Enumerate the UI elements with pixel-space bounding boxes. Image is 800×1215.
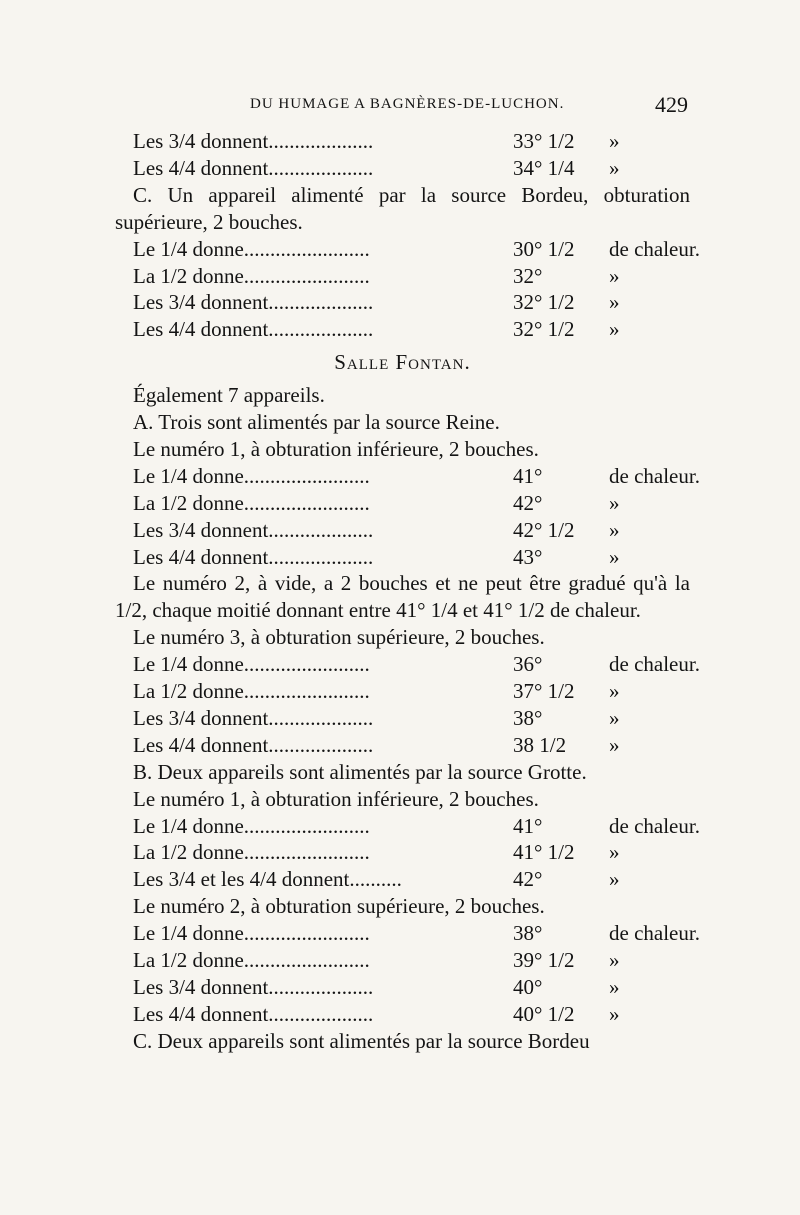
table-row	[115, 920, 700, 947]
entry-value: 30° 1/2	[513, 236, 575, 261]
entry-value: 39° 1/2	[513, 948, 575, 973]
entry-value: 38°	[513, 921, 543, 946]
entry-label: Les 3/4 donnent....................	[133, 290, 374, 315]
entry-unit: »	[609, 155, 620, 180]
text-line: B. Deux appareils sont alimentés par la source Grotte.	[133, 759, 587, 784]
table-row	[115, 544, 690, 571]
entry-value: 42°	[513, 867, 543, 892]
entry-label: Le 1/4 donne........................	[133, 652, 370, 677]
page-number: 429	[655, 92, 688, 117]
entry-label: La 1/2 donne........................	[133, 840, 370, 865]
entry-unit: »	[609, 1001, 620, 1026]
entry-value: 38°	[513, 705, 543, 730]
entry-unit: de chaleur.	[609, 921, 700, 946]
table-row	[115, 289, 690, 316]
entry-unit: »	[609, 517, 620, 542]
entry-label: La 1/2 donne........................	[133, 263, 370, 288]
entry-unit: »	[609, 317, 620, 342]
paragraph-numero-2: Le numéro 2, à vide, a 2 bouches et ne peut être gradué qu'à la 1/2, chaque moitié donnant entre 41° 1/4 et 41° 1/2 de chaleur.	[115, 571, 690, 623]
entry-label: Les 4/4 donnent....................	[133, 155, 374, 180]
running-head: DU HUMAGE A BAGNÈRES-DE-LUCHON.	[250, 96, 565, 112]
entry-label: La 1/2 donne........................	[133, 679, 370, 704]
table-row	[115, 813, 700, 840]
entry-label: La 1/2 donne........................	[133, 490, 370, 515]
entry-label: Les 3/4 donnent....................	[133, 129, 374, 153]
text-line: Le numéro 2, à obturation supérieure, 2 bouches.	[133, 894, 545, 919]
table-row	[115, 651, 700, 678]
table-row	[115, 839, 690, 866]
table-row	[115, 263, 690, 290]
text-line: A. Trois sont alimentés par la source Reine.	[133, 410, 500, 435]
table-row	[115, 490, 690, 517]
entry-unit: »	[609, 263, 620, 288]
entry-value: 32° 1/2	[513, 290, 575, 315]
table-row	[115, 947, 690, 974]
entry-unit: »	[609, 705, 620, 730]
entry-unit: »	[609, 867, 620, 892]
table-row	[115, 316, 690, 343]
body-text	[115, 128, 700, 1055]
text-line: Le numéro 1, à obturation inférieure, 2 bouches.	[133, 786, 539, 811]
text-line: Également 7 appareils.	[133, 383, 325, 408]
entry-label: La 1/2 donne........................	[133, 948, 370, 973]
paragraph-source-bordeu: C. Un appareil alimenté par la source Bordeu, obturation supérieure, 2 bouches.	[115, 182, 690, 234]
entry-label: Le 1/4 donne........................	[133, 813, 370, 838]
entry-unit: »	[609, 732, 620, 757]
entry-label: Les 4/4 donnent....................	[133, 544, 374, 569]
entry-value: 41°	[513, 813, 543, 838]
entry-unit: de chaleur.	[609, 652, 700, 677]
text-line: Le numéro 3, à obturation supérieure, 2 bouches.	[133, 625, 545, 650]
entry-unit: »	[609, 544, 620, 569]
entry-value: 37° 1/2	[513, 679, 575, 704]
entry-unit: »	[609, 948, 620, 973]
table-row	[115, 463, 700, 490]
entry-label: Les 3/4 donnent....................	[133, 705, 374, 730]
entry-unit: »	[609, 290, 620, 315]
table-row	[115, 974, 690, 1001]
table-row	[115, 155, 690, 182]
table-row	[115, 517, 690, 544]
entry-value: 32° 1/2	[513, 317, 575, 342]
entry-value: 40° 1/2	[513, 1001, 575, 1026]
entry-unit: de chaleur.	[609, 463, 700, 488]
entry-value: 38 1/2	[513, 732, 567, 757]
entry-unit: »	[609, 679, 620, 704]
entry-label: Les 3/4 donnent....................	[133, 974, 374, 999]
table-row	[115, 732, 690, 759]
entry-unit: de chaleur.	[609, 236, 700, 261]
entry-unit: »	[609, 490, 620, 515]
entry-label: Les 4/4 donnent....................	[133, 732, 374, 757]
entry-label: Les 3/4 donnent....................	[133, 517, 374, 542]
entry-unit: »	[609, 840, 620, 865]
table-row	[115, 678, 690, 705]
entry-value: 42° 1/2	[513, 517, 575, 542]
table-row	[115, 236, 700, 263]
entry-value: 41°	[513, 463, 543, 488]
entry-value: 40°	[513, 974, 543, 999]
entry-value: 33° 1/2	[513, 129, 575, 153]
entry-unit: »	[609, 974, 620, 999]
table-row	[115, 866, 690, 893]
table-row	[115, 1001, 690, 1028]
entry-label: Les 4/4 donnent....................	[133, 1001, 374, 1026]
entry-label: Le 1/4 donne........................	[133, 463, 370, 488]
entry-unit: »	[609, 129, 620, 153]
table-row	[115, 128, 690, 155]
entry-label: Le 1/4 donne........................	[133, 921, 370, 946]
entry-value: 34° 1/4	[513, 155, 575, 180]
entry-unit: de chaleur.	[609, 813, 700, 838]
entry-value: 41° 1/2	[513, 840, 575, 865]
entry-value: 32°	[513, 263, 543, 288]
text-line: Le numéro 1, à obturation inférieure, 2 bouches.	[133, 436, 539, 461]
entry-label: Les 4/4 donnent....................	[133, 317, 374, 342]
entry-label: Les 3/4 et les 4/4 donnent..........	[133, 867, 402, 892]
entry-label: Le 1/4 donne........................	[133, 236, 370, 261]
section-title: Salle Fontan.	[334, 350, 471, 375]
entry-value: 42°	[513, 490, 543, 515]
entry-value: 36°	[513, 652, 543, 677]
text-line: C. Deux appareils sont alimentés par la source Bordeu	[133, 1028, 590, 1053]
entry-value: 43°	[513, 544, 543, 569]
table-row	[115, 705, 690, 732]
